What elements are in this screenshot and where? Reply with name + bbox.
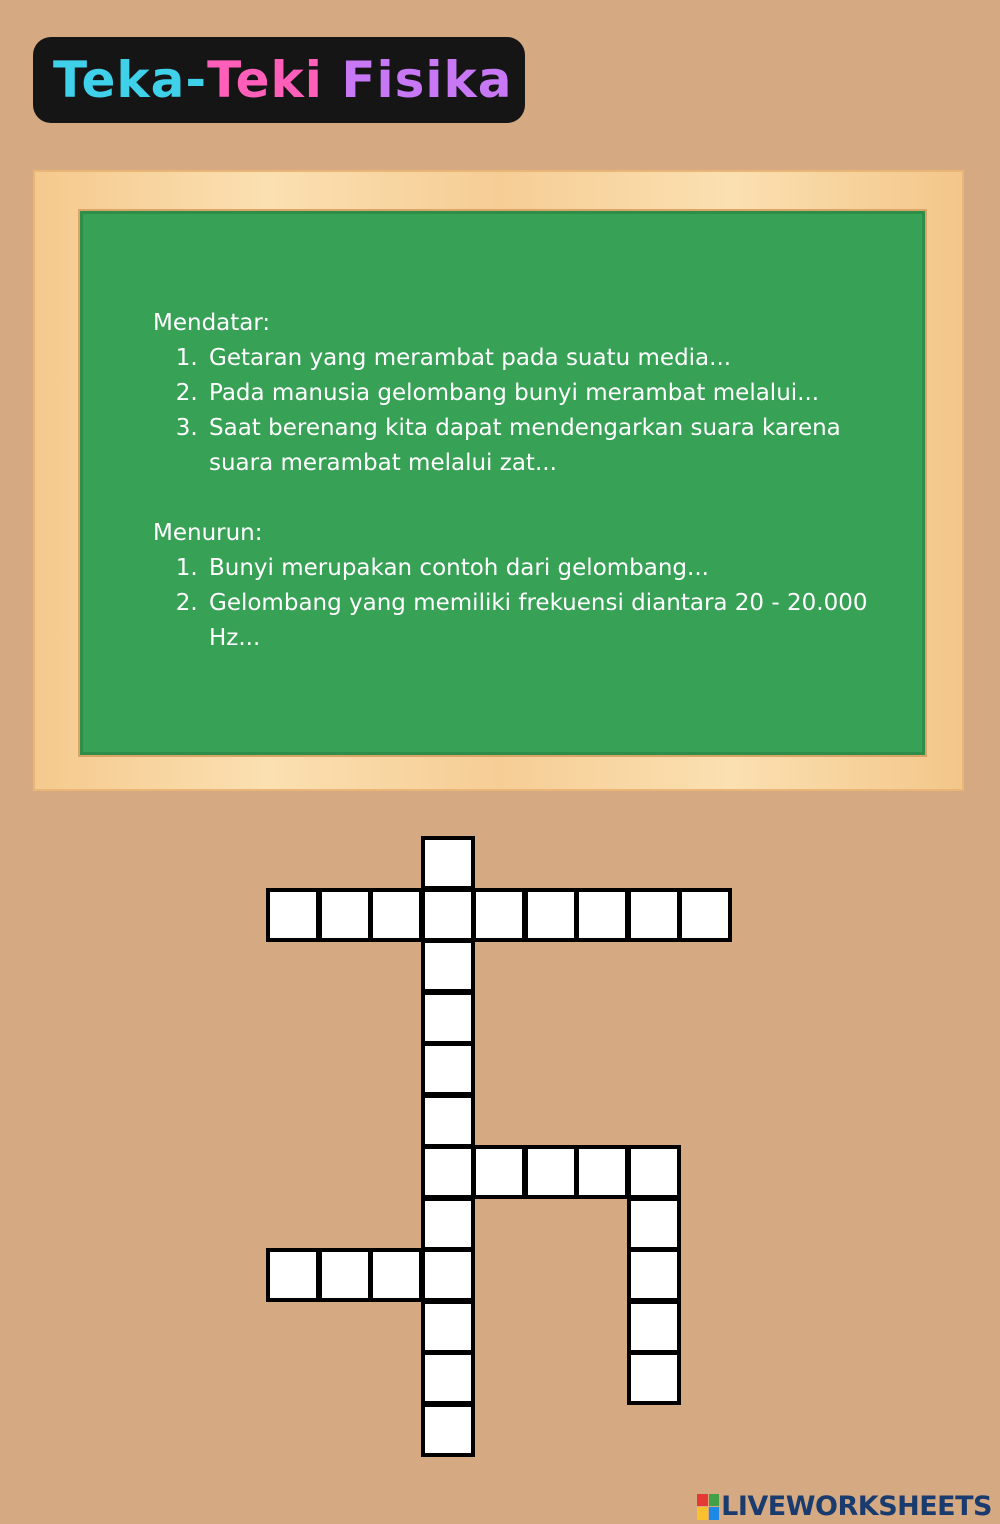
crossword-cell[interactable]	[627, 1351, 681, 1405]
crossword-cell[interactable]	[678, 888, 732, 942]
crossword-cell[interactable]	[627, 1197, 681, 1251]
crossword-cell[interactable]	[524, 1145, 578, 1199]
title-part-teki: Teki	[207, 51, 323, 109]
crossword-cell[interactable]	[421, 1042, 475, 1096]
clues-panel	[153, 306, 873, 656]
crossword-cell[interactable]	[627, 1300, 681, 1354]
crossword-cell[interactable]	[421, 836, 475, 890]
liveworksheets-logo-icon	[697, 1494, 719, 1520]
crossword-cell[interactable]	[472, 1145, 526, 1199]
crossword-cell[interactable]	[421, 888, 475, 942]
across-clue-list	[153, 341, 873, 481]
crossword-cell[interactable]	[421, 1197, 475, 1251]
down-clue-2: 2. Gelombang yang memiliki frekuensi diantara 20 - 20.000 Hz...	[205, 586, 873, 656]
across-clue-3: 3. Saat berenang kita dapat mendengarkan suara karena suara merambat melalui zat...	[205, 411, 873, 481]
down-clue-1: 1. Bunyi merupakan contoh dari gelombang...	[205, 551, 873, 586]
crossword-cell[interactable]	[369, 1248, 423, 1302]
crossword-cell[interactable]	[421, 991, 475, 1045]
crossword-cell[interactable]	[627, 888, 681, 942]
down-clue-list	[153, 551, 873, 656]
across-clue-1: 1. Getaran yang merambat pada suatu media...	[205, 341, 873, 376]
brand-name: LIVEWORKSHEETS	[721, 1491, 992, 1522]
across-clue-2: 2. Pada manusia gelombang bunyi merambat melalui...	[205, 376, 873, 411]
crossword-cell[interactable]	[318, 888, 372, 942]
crossword-cell[interactable]	[627, 1145, 681, 1199]
crossword-cell[interactable]	[318, 1248, 372, 1302]
footer-brand	[697, 1491, 992, 1522]
page-title	[33, 37, 525, 123]
crossword-cell[interactable]	[627, 1248, 681, 1302]
crossword-cell[interactable]	[575, 888, 629, 942]
crossword-cell[interactable]	[421, 1403, 475, 1457]
across-heading: Mendatar:	[153, 310, 271, 336]
crossword-cell[interactable]	[421, 1351, 475, 1405]
crossword-cell[interactable]	[421, 1145, 475, 1199]
crossword-cell[interactable]	[524, 888, 578, 942]
crossword-cell[interactable]	[421, 1094, 475, 1148]
crossword-cell[interactable]	[266, 888, 320, 942]
title-part-fisika: Fisika	[341, 51, 513, 109]
crossword-cell[interactable]	[421, 939, 475, 993]
title-part-teka: Teka-	[53, 51, 208, 109]
down-heading: Menurun:	[153, 520, 263, 546]
crossword-cell[interactable]	[421, 1248, 475, 1302]
crossword-cell[interactable]	[266, 1248, 320, 1302]
crossword-cell[interactable]	[369, 888, 423, 942]
crossword-cell[interactable]	[472, 888, 526, 942]
crossword-cell[interactable]	[421, 1300, 475, 1354]
crossword-cell[interactable]	[575, 1145, 629, 1199]
